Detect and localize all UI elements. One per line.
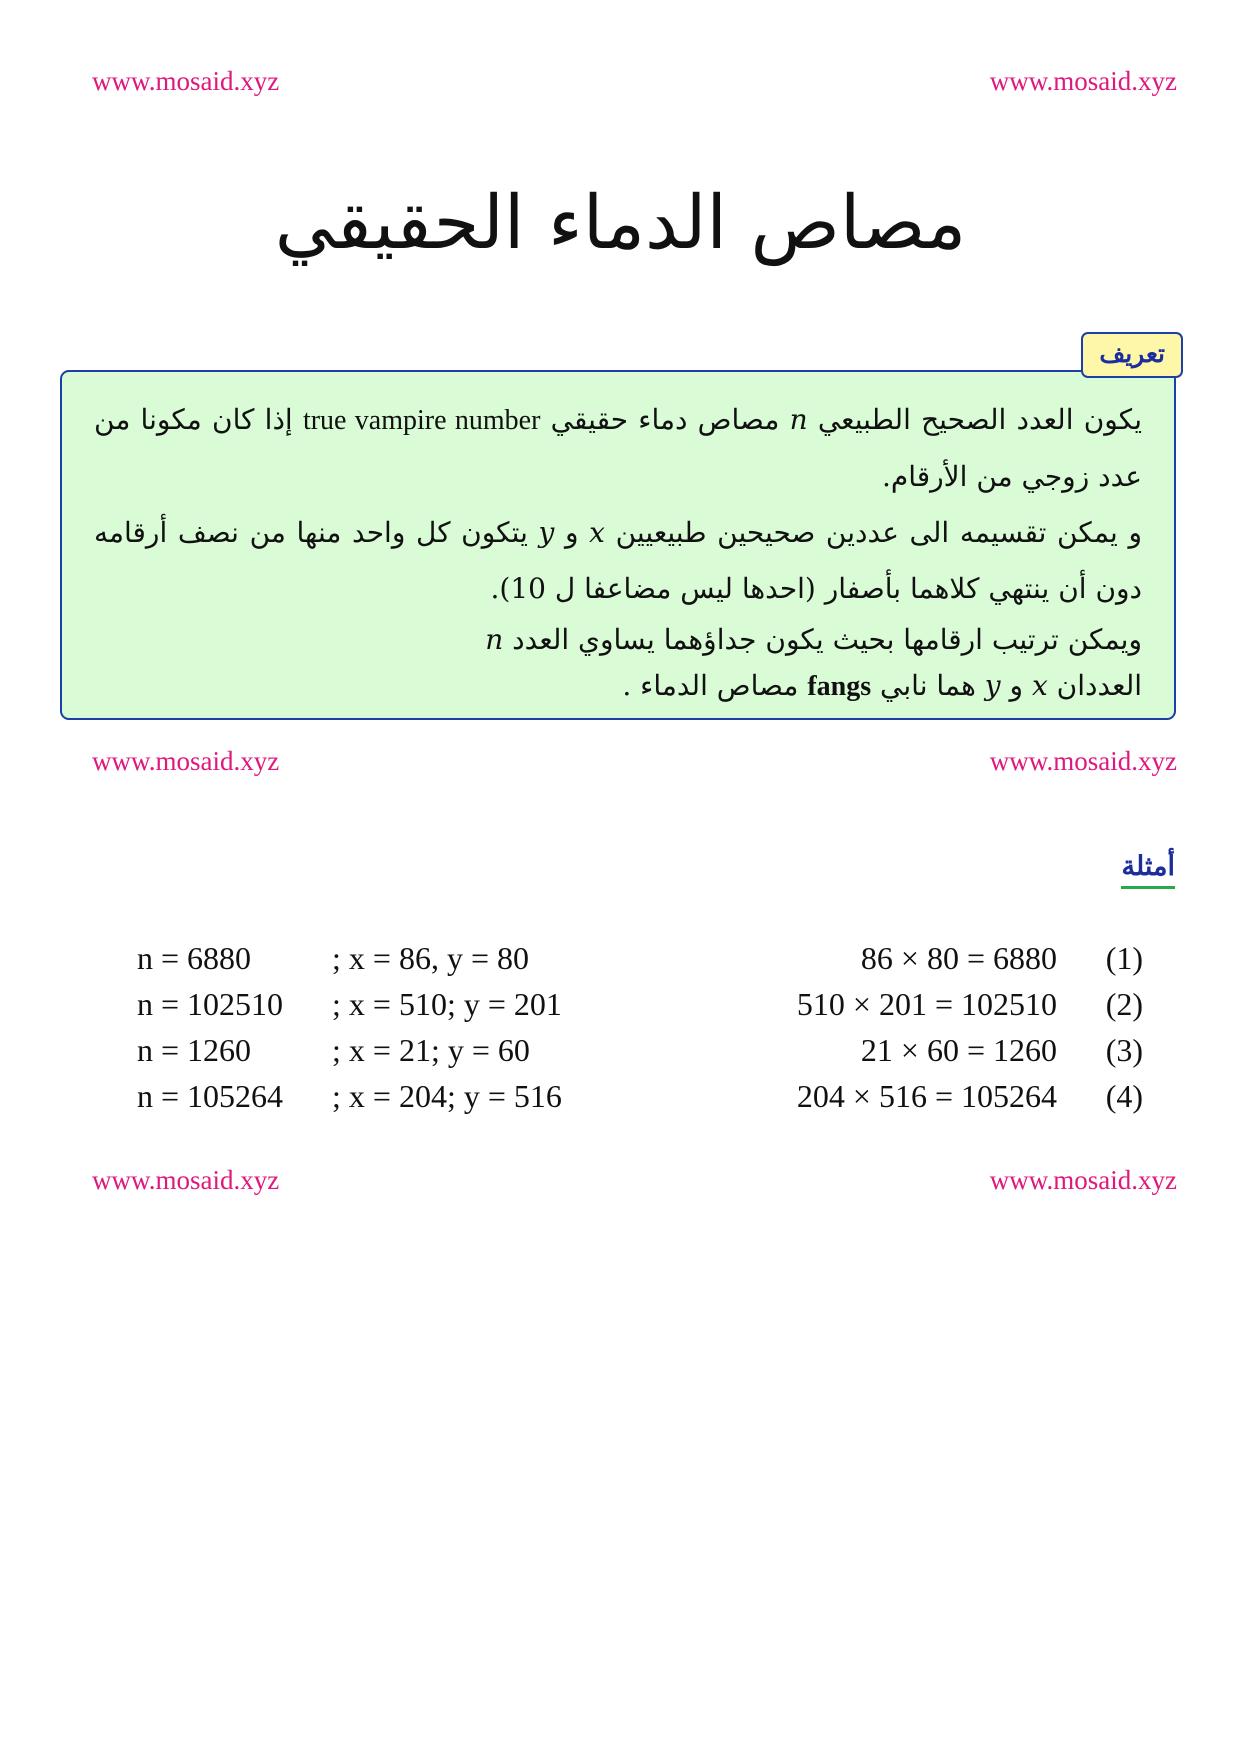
term-fangs: fangs (807, 671, 872, 702)
def-text: إذا كان مكونا من عدد زوجي من الأرقام. (94, 403, 1142, 493)
example-number: (1) (1105, 940, 1143, 976)
example-product: 204 × 516 = 105264 (796, 1078, 1057, 1114)
def-text: يكون العدد الصحيح الطبيعي (817, 403, 1142, 436)
watermark-bottom-left: www.mosaid.xyz (92, 1165, 280, 1195)
watermark-mid-left: www.mosaid.xyz (92, 746, 280, 776)
definition-box (60, 370, 1176, 720)
example-xy: ; x = 21; y = 60 (332, 1032, 530, 1068)
example-row (0, 986, 1241, 1026)
examples-heading-link[interactable]: أمثلة (1121, 848, 1175, 889)
page-title: مصاص الدماء الحقيقي (274, 180, 967, 266)
example-number: (2) (1105, 986, 1143, 1022)
example-xy: ; x = 510; y = 201 (332, 986, 562, 1022)
var-n: n (789, 403, 808, 436)
definition-paragraph-2 (94, 505, 1142, 617)
def-text: و يمكن تقسيمه الى عددين صحيحين طبيعيين (615, 516, 1142, 549)
def-text: و (565, 516, 579, 549)
example-n: n = 6880 (137, 940, 252, 976)
example-row (0, 1032, 1241, 1072)
term-true-vampire-number: true vampire number (302, 405, 541, 436)
example-product: 21 × 60 = 1260 (860, 1032, 1057, 1068)
def-text: و (1009, 669, 1024, 702)
watermark-bottom-right: www.mosaid.xyz (989, 1165, 1177, 1195)
var-x: x (1031, 669, 1048, 702)
definition-paragraph-4 (94, 663, 1142, 710)
definition-tag: تعريف (1081, 332, 1183, 378)
example-row (0, 1078, 1241, 1118)
def-text: العددان (1056, 669, 1142, 702)
definition-paragraph-3 (94, 617, 1142, 663)
example-product: 86 × 80 = 6880 (860, 940, 1057, 976)
example-number: (3) (1105, 1032, 1143, 1068)
example-number: (4) (1105, 1078, 1143, 1114)
definition-paragraph-1 (94, 392, 1142, 505)
example-n: n = 1260 (137, 1032, 252, 1068)
watermark-top-right: www.mosaid.xyz (989, 66, 1177, 96)
example-product: 510 × 201 = 102510 (796, 986, 1057, 1022)
var-y: y (984, 669, 1001, 702)
def-text: يتكون كل واحد منها من نصف أرقامه دون أن ينتهي كلاهما بأصفار (احدها ليس مضاعفا ل 10). (94, 516, 1142, 605)
watermark-top-left: www.mosaid.xyz (92, 66, 280, 96)
def-text: مصاص دماء حقيقي (550, 403, 780, 436)
def-text: ويمكن ترتيب ارقامها بحيث يكون جداؤهما يساوي العدد (512, 623, 1142, 656)
example-n: n = 105264 (137, 1078, 284, 1114)
watermark-mid-right: www.mosaid.xyz (989, 746, 1177, 776)
var-x: x (589, 516, 605, 549)
var-n: n (485, 623, 504, 656)
def-text: مصاص الدماء . (622, 669, 799, 702)
var-y: y (538, 516, 555, 549)
def-text: هما نابي (880, 669, 976, 702)
example-n: n = 102510 (137, 986, 284, 1022)
example-xy: ; x = 204; y = 516 (332, 1078, 562, 1114)
example-xy: ; x = 86, y = 80 (332, 940, 529, 976)
example-row (0, 940, 1241, 980)
